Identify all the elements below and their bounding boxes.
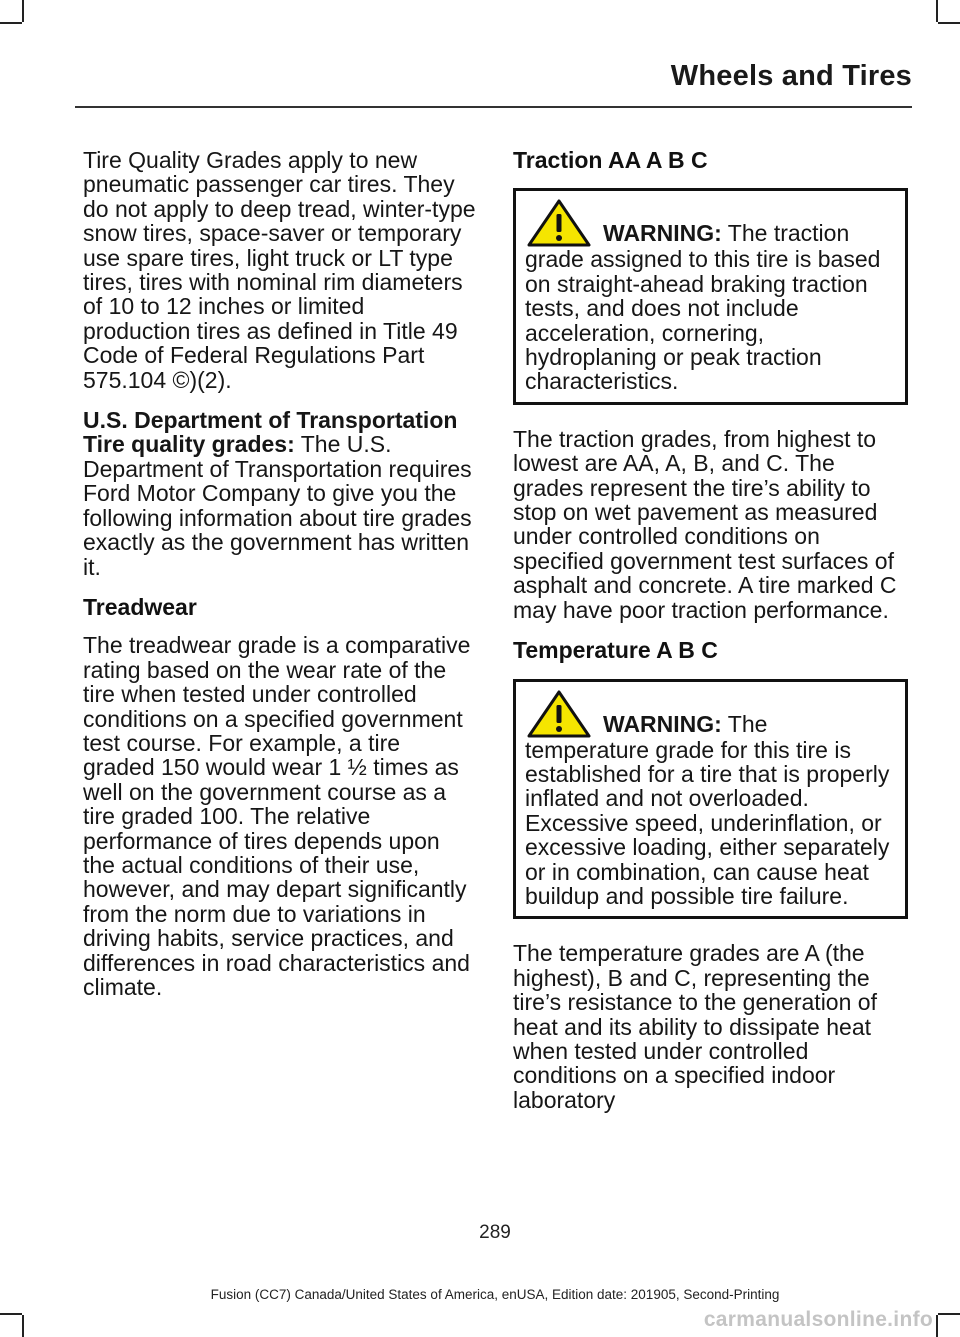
edition-footer: Fusion (CC7) Canada/United States of America, enUSA, Edition date: 201905, Second-Printing (210, 1287, 780, 1302)
crop-mark-top-right-v (936, 0, 938, 22)
temperature-warning-box (513, 679, 908, 920)
crop-mark-top-left-v (22, 0, 24, 22)
crop-mark-top-left-h (0, 22, 22, 24)
right-column (513, 148, 908, 1128)
traction-paragraph: The traction grades, from highest to lowest are AA, A, B, and C. The grades represent the tire’s ability to stop on wet pavement as measured under controlled conditions on specified government test surfaces of asphalt and concrete. A tire marked C may have poor traction performance. (513, 425, 897, 623)
crop-mark-bottom-left-v (22, 1315, 24, 1337)
temperature-heading: Temperature A B C (513, 637, 718, 664)
temperature-paragraph: The temperature grades are A (the highest), B and C, representing the tire’s resistance to the generation of heat and its ability to dissipate heat when tested under controlled conditions on a specified indoor laboratory (513, 940, 877, 1113)
crop-mark-bottom-left-h (0, 1313, 22, 1315)
traction-warning-text: The traction grade assigned to this tire is based on straight-ahead braking traction tests, and does not include acceleration, cornering, hydroplaning or peak traction characteristics. (525, 220, 881, 395)
crop-mark-bottom-right-v (936, 1315, 938, 1337)
crop-mark-top-right-h (938, 22, 960, 24)
crop-mark-bottom-right-h (938, 1313, 960, 1315)
watermark: carmanualsonline.info (703, 1308, 933, 1331)
treadwear-heading: Treadwear (83, 593, 197, 620)
temperature-warning-text: The temperature grade for this tire is established for a tire that is properly inflated and not overloaded. Excessive speed, underinflation, or excessive loading, either separately or in combination, can cause heat buildup and possible tire failure. (525, 710, 890, 909)
intro-paragraph: Tire Quality Grades apply to new pneumatic passenger car tires. They do not apply to deep tread, winter-type snow tires, space-saver or temporary use spare tires, light truck or LT type tires, tires with nominal rim diameters of 10 to 12 inches or limited production tires as defined in Title 49 Code of Federal Regulations Part 575.104 ©)(2). (83, 147, 476, 393)
dot-heading: U.S. Department of Transportation Tire quality grades: (83, 407, 458, 458)
page-title: Wheels and Tires (670, 60, 912, 92)
traction-heading: Traction AA A B C (513, 147, 708, 173)
treadwear-paragraph: The treadwear grade is a comparative rating based on the wear rate of the tire when tested under controlled conditions on a specified government test course. For example, a tire graded 150 would wear 1 ½ times as well on the government course as a tire graded 100. The relative performance of tires depends upon the actual conditions of their use, however, and may depart significantly from the norm due to variations in driving habits, service practices, and differences in road characteristics and climate. (83, 632, 471, 1000)
temperature-warning-label: WARNING: (603, 710, 722, 737)
page-number: 289 (479, 1222, 511, 1243)
header-divider (75, 106, 912, 108)
temperature-warning-body (525, 704, 897, 909)
warning-triangle-icon (527, 199, 591, 247)
dot-paragraph (83, 408, 478, 579)
left-column (83, 148, 478, 1015)
warning-triangle-icon (527, 690, 591, 738)
traction-warning-body (525, 213, 897, 393)
traction-warning-box (513, 188, 908, 404)
dot-text: The U.S. Department of Transportation requires Ford Motor Company to give you the following information about tire grades exactly as the government has written it. (83, 431, 472, 580)
traction-warning-label: WARNING: (603, 220, 722, 247)
